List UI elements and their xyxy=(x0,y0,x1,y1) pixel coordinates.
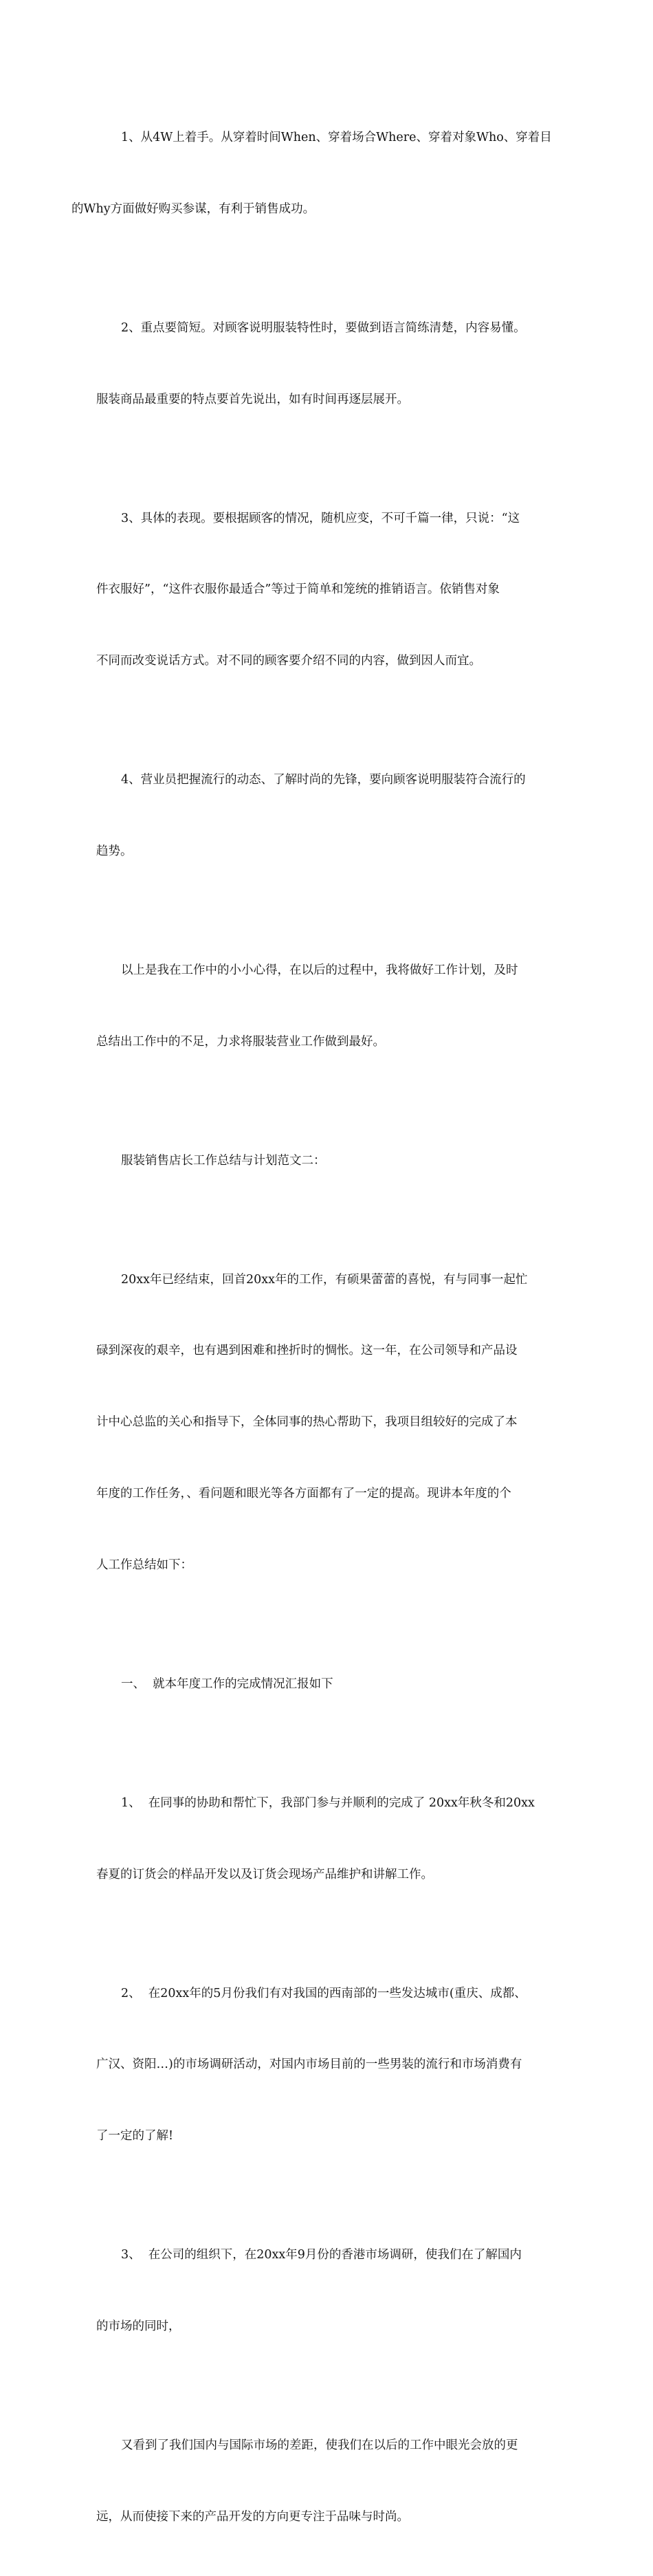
paragraph-item-1 xyxy=(96,1744,564,1934)
text-line: 1、从4W上着手。从穿着时间When、穿着场合Where、穿着对象Who、穿着目 xyxy=(121,131,552,145)
paragraph-conclusion xyxy=(96,911,564,1102)
paragraph-item-2 xyxy=(96,1934,564,2196)
text-line: 20xx年已经结束，回首20xx年的工作，有硕果蕾蕾的喜悦，有与同事一起忙 xyxy=(121,1272,528,1287)
paragraph-year-review xyxy=(96,1221,564,1625)
text-line: 碌到深夜的艰辛，也有遇到困难和挫折时的惆怅。这一年，在公司领导和产品设 xyxy=(96,1344,518,1358)
text-line: 年度的工作任务，、看问题和眼光等各方面都有了一定的提高。现讲本年度的个 xyxy=(96,1487,511,1501)
text-line: 广汉、资阳…)的市场调研活动，对国内市场目前的一些男装的流行和市场消费有 xyxy=(96,2057,522,2072)
section-heading-completion xyxy=(96,1625,564,1744)
text-line: 总结出工作中的不足，力求将服装营业工作做到最好。 xyxy=(96,1034,385,1049)
text-line: 3、 在公司的组织下，在20xx年9月份的香港市场调研，使我们在了解国内 xyxy=(121,2248,522,2262)
text-line: 计中心总监的关心和指导下，全体同事的热心帮助下，我项目组较好的完成了本 xyxy=(96,1415,518,1430)
text-line: 的Why方面做好购买参谋，有利于销售成功。 xyxy=(71,201,316,216)
text-line: 2、 在20xx年的5月份我们有对我国的西南部的一些发达城市(重庆、成都、 xyxy=(121,1986,527,2000)
section-heading-sample-two xyxy=(96,1102,564,1221)
text-line: 远，从而使接下来的产品开发的方向更专注于品味与时尚。 xyxy=(96,2509,409,2524)
text-line: 了一定的了解! xyxy=(96,2129,174,2143)
text-line: 服装销售店长工作总结与计划范文二： xyxy=(121,1153,326,1168)
text-line: 1、 在同事的协助和帮忙下，我部门参与并顺利的完成了 20xx年秋冬和20xx xyxy=(121,1795,535,1810)
text-line: 3、具体的表现。要根据顾客的情况，随机应变，不可千篇一律，只说：“这 xyxy=(121,511,520,525)
paragraph-expression-tip xyxy=(96,459,564,721)
text-line: 4、营业员把握流行的动态、了解时尚的先锋，要向顾客说明服装符合流行的 xyxy=(121,773,526,787)
paragraph-4w-tip xyxy=(71,78,564,269)
text-line: 春夏的订货会的样品开发以及订货会现场产品维护和讲解工作。 xyxy=(96,1867,433,1881)
text-line: 又看到了我们国内与国际市场的差距，使我们在以后的工作中眼光会放的更 xyxy=(121,2438,518,2452)
paragraph-item-3 xyxy=(96,2196,564,2386)
paragraph-brevity-tip xyxy=(96,269,564,459)
paragraph-international-gap xyxy=(96,2386,564,2576)
document-body xyxy=(71,78,564,2576)
text-line: 服装商品最重要的特点要首先说出，如有时间再逐层展开。 xyxy=(96,392,409,406)
text-line: 趋势。 xyxy=(96,844,133,858)
text-line: 人工作总结如下： xyxy=(96,1558,192,1572)
paragraph-trend-tip xyxy=(96,721,564,911)
text-line: 件衣服好”，“这件衣服你最适合”等过于简单和笼统的推销语言。依销售对象 xyxy=(96,582,500,597)
text-line: 一、 就本年度工作的完成情况汇报如下 xyxy=(121,1677,333,1691)
text-line: 2、重点要简短。对顾客说明服装特性时，要做到语言简练清楚，内容易懂。 xyxy=(121,320,526,335)
text-line: 不同而改变说话方式。对不同的顾客要介绍不同的内容，做到因人而宜。 xyxy=(96,654,481,668)
text-line: 以上是我在工作中的小小心得，在以后的过程中，我将做好工作计划，及时 xyxy=(121,963,518,977)
text-line: 的市场的同时， xyxy=(96,2319,181,2333)
